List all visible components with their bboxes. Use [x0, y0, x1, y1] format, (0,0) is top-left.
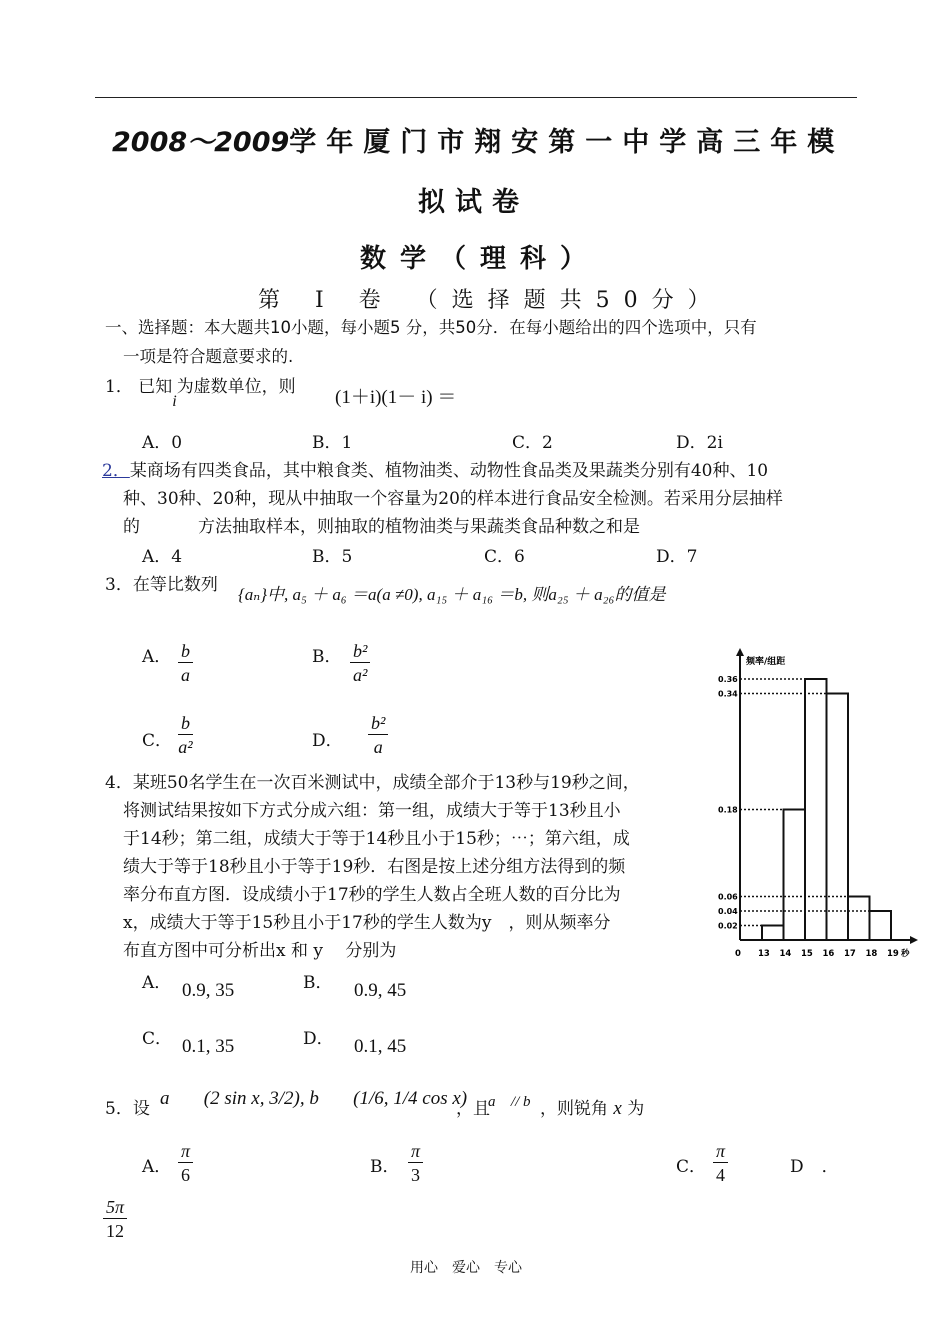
chart-title: 频率/组距	[746, 657, 786, 667]
histogram-bar	[784, 810, 806, 941]
q3-stem: 3．在等比数列	[105, 575, 218, 595]
q3-option-d-label: D．	[312, 731, 343, 751]
q5-stem: 5．设	[105, 1099, 150, 1119]
q3-expression: {aₙ}中, a₅ ＋ a₆ ＝a(a ≠0), a₁₅ ＋ a₁₆ ＝b, 则a₂₅ ＋ a₂₆的值是	[238, 585, 666, 604]
top-rule	[95, 97, 857, 98]
x-tick-label: 18	[865, 949, 878, 959]
subject-title: 数学（理科）	[360, 244, 601, 274]
q3-option-b-label: B．	[312, 647, 342, 667]
x-tick-label: 16	[822, 949, 835, 959]
q1-option-c: C．2	[512, 433, 553, 453]
q5-option-c-fraction: $\frac{\pi}{4}$	[713, 1140, 728, 1187]
q5-option-a-fraction: $\frac{\pi}{6}$	[178, 1140, 193, 1187]
y-tick-label: 0.04	[718, 907, 738, 916]
q3-option-a-fraction: $\frac{b}{a}$	[178, 640, 193, 687]
y-tick-label: 0.36	[718, 675, 738, 684]
exam-title-line2: 拟试卷	[418, 187, 529, 218]
exam-title: 2008～2009学年厦门市翔安第一中学高三年模	[112, 127, 845, 158]
histogram-chart	[712, 640, 922, 970]
q3-option-c-fraction: $\frac{b}{\text{a²}}$	[178, 713, 193, 757]
histogram-bar	[870, 911, 892, 940]
q5-option-b-label: B．	[370, 1157, 400, 1177]
q1-option-b: B．1	[312, 433, 353, 453]
q1-stem: 1． 已知i为虚数单位，则	[105, 377, 296, 410]
q5-option-a-label: A．	[142, 1157, 172, 1177]
q4-option-b-value: 0.9, 45	[354, 980, 407, 1001]
x-tick-label: 15	[801, 949, 813, 959]
x-tick-label: 17	[844, 949, 856, 959]
q1-option-d: D．2i	[676, 433, 723, 453]
q2-option-b: B．5	[312, 547, 353, 567]
q3-option-a-label: A．	[142, 647, 172, 667]
q3-option-b-fraction: $\frac{\text{b²}}{\text{a²}}$	[350, 640, 370, 687]
q4-line1: 4．某班50名学生在一次百米测试中，成绩全部介于13秒与19秒之间，	[105, 773, 640, 793]
q2-number-link[interactable]: 2．	[102, 461, 130, 481]
q5-parallel: a⃗ // b⃗	[488, 1094, 543, 1110]
x-tick-label: 0	[735, 949, 741, 959]
y-tick-label: 0.06	[718, 892, 738, 902]
q5-expression: a⃗ ＝(2 sin x, 3/2), b⃗ ＝(1/6, 1/4 cos x)	[160, 1088, 468, 1109]
x-tick-label: 13	[758, 949, 770, 959]
section-title: 第 Ⅰ 卷 （选择题共50分）	[258, 288, 724, 313]
y-tick-label: 0.34	[718, 689, 738, 699]
q3-option-d-fraction: $\frac{\text{b²}}{a}$	[368, 712, 388, 759]
q5-option-c-label: C．	[676, 1157, 707, 1177]
q4-option-c-label: C．	[142, 1029, 173, 1049]
instructions-line2: 一项是符合题意要求的.	[123, 347, 294, 366]
q5-option-b-fraction: $\frac{\pi}{3}$	[408, 1140, 423, 1187]
instructions-line1: 一、选择题：本大题共10小题，每小题5 分，共50分．在每小题给出的四个选项中，只有	[105, 318, 757, 337]
q2-option-c: C．6	[484, 547, 525, 567]
histogram-bar	[827, 694, 849, 941]
q4-option-a-value: 0.9, 35	[182, 980, 235, 1001]
histogram-bar	[762, 926, 784, 941]
histogram-bar	[805, 679, 827, 940]
x-tick-label: 14	[779, 949, 792, 959]
q4-option-b-label: B．	[303, 973, 333, 993]
q3-option-c-label: C．	[142, 731, 173, 751]
q4-line4: 绩大于等于18秒且小于等于19秒．右图是按上述分组方法得到的频	[123, 857, 626, 877]
q2-option-a: A．4	[142, 547, 183, 567]
q5-option-d-label: D．	[790, 1157, 857, 1177]
y-tick-label: 0.02	[718, 921, 738, 931]
x-tick-label: 19	[887, 949, 899, 959]
q4-line7: 布直方图中可分析出x 和 y 分别为	[123, 941, 397, 961]
q2-line1: 2．某商场有四类食品，其中粮食类、植物油类、动物性食品类及果蔬类分别有40种、10	[102, 461, 769, 481]
q2-line2: 种、30种、20种，现从中抽取一个容量为20的样本进行食品安全检测。若采用分层抽样	[123, 489, 783, 509]
x-tick-label: 秒	[901, 949, 910, 959]
q1-expression: (1＋i)(1－ i) ＝	[335, 387, 457, 408]
q4-option-c-value: 0.1, 35	[182, 1036, 235, 1057]
q5-text-b: ，且	[456, 1099, 490, 1119]
histogram-bar	[848, 897, 870, 941]
page-footer: 用心 爱心 专心	[410, 1260, 522, 1276]
q5-option-d-fraction: $\frac{5\pi}{12}$	[103, 1196, 127, 1243]
y-axis-arrow	[736, 648, 744, 656]
q5-text-c: ，则锐角 x 为	[540, 1098, 645, 1119]
q2-line3: 的 方法抽取样本，则抽取的植物油类与果蔬类食品种数之和是	[123, 517, 640, 537]
q4-line2: 将测试结果按如下方式分成六组：第一组，成绩大于等于13秒且小	[123, 801, 621, 821]
q4-option-d-value: 0.1, 45	[354, 1036, 407, 1057]
y-tick-label: 0.18	[718, 805, 738, 815]
q4-line3: 于14秒；第二组，成绩大于等于14秒且小于15秒；⋯；第六组，成	[123, 829, 630, 849]
q4-option-d-label: D．	[303, 1029, 334, 1049]
q1-option-a: A．0	[142, 433, 183, 453]
q4-line6: x，成绩大于等于15秒且小于17秒的学生人数为y ，则从频率分	[123, 913, 611, 933]
x-axis-arrow	[910, 936, 918, 944]
q2-option-d: D．7	[656, 547, 698, 567]
q4-line5: 率分布直方图．设成绩小于17秒的学生人数占全班人数的百分比为	[123, 885, 621, 905]
q4-option-a-label: A．	[142, 973, 172, 993]
